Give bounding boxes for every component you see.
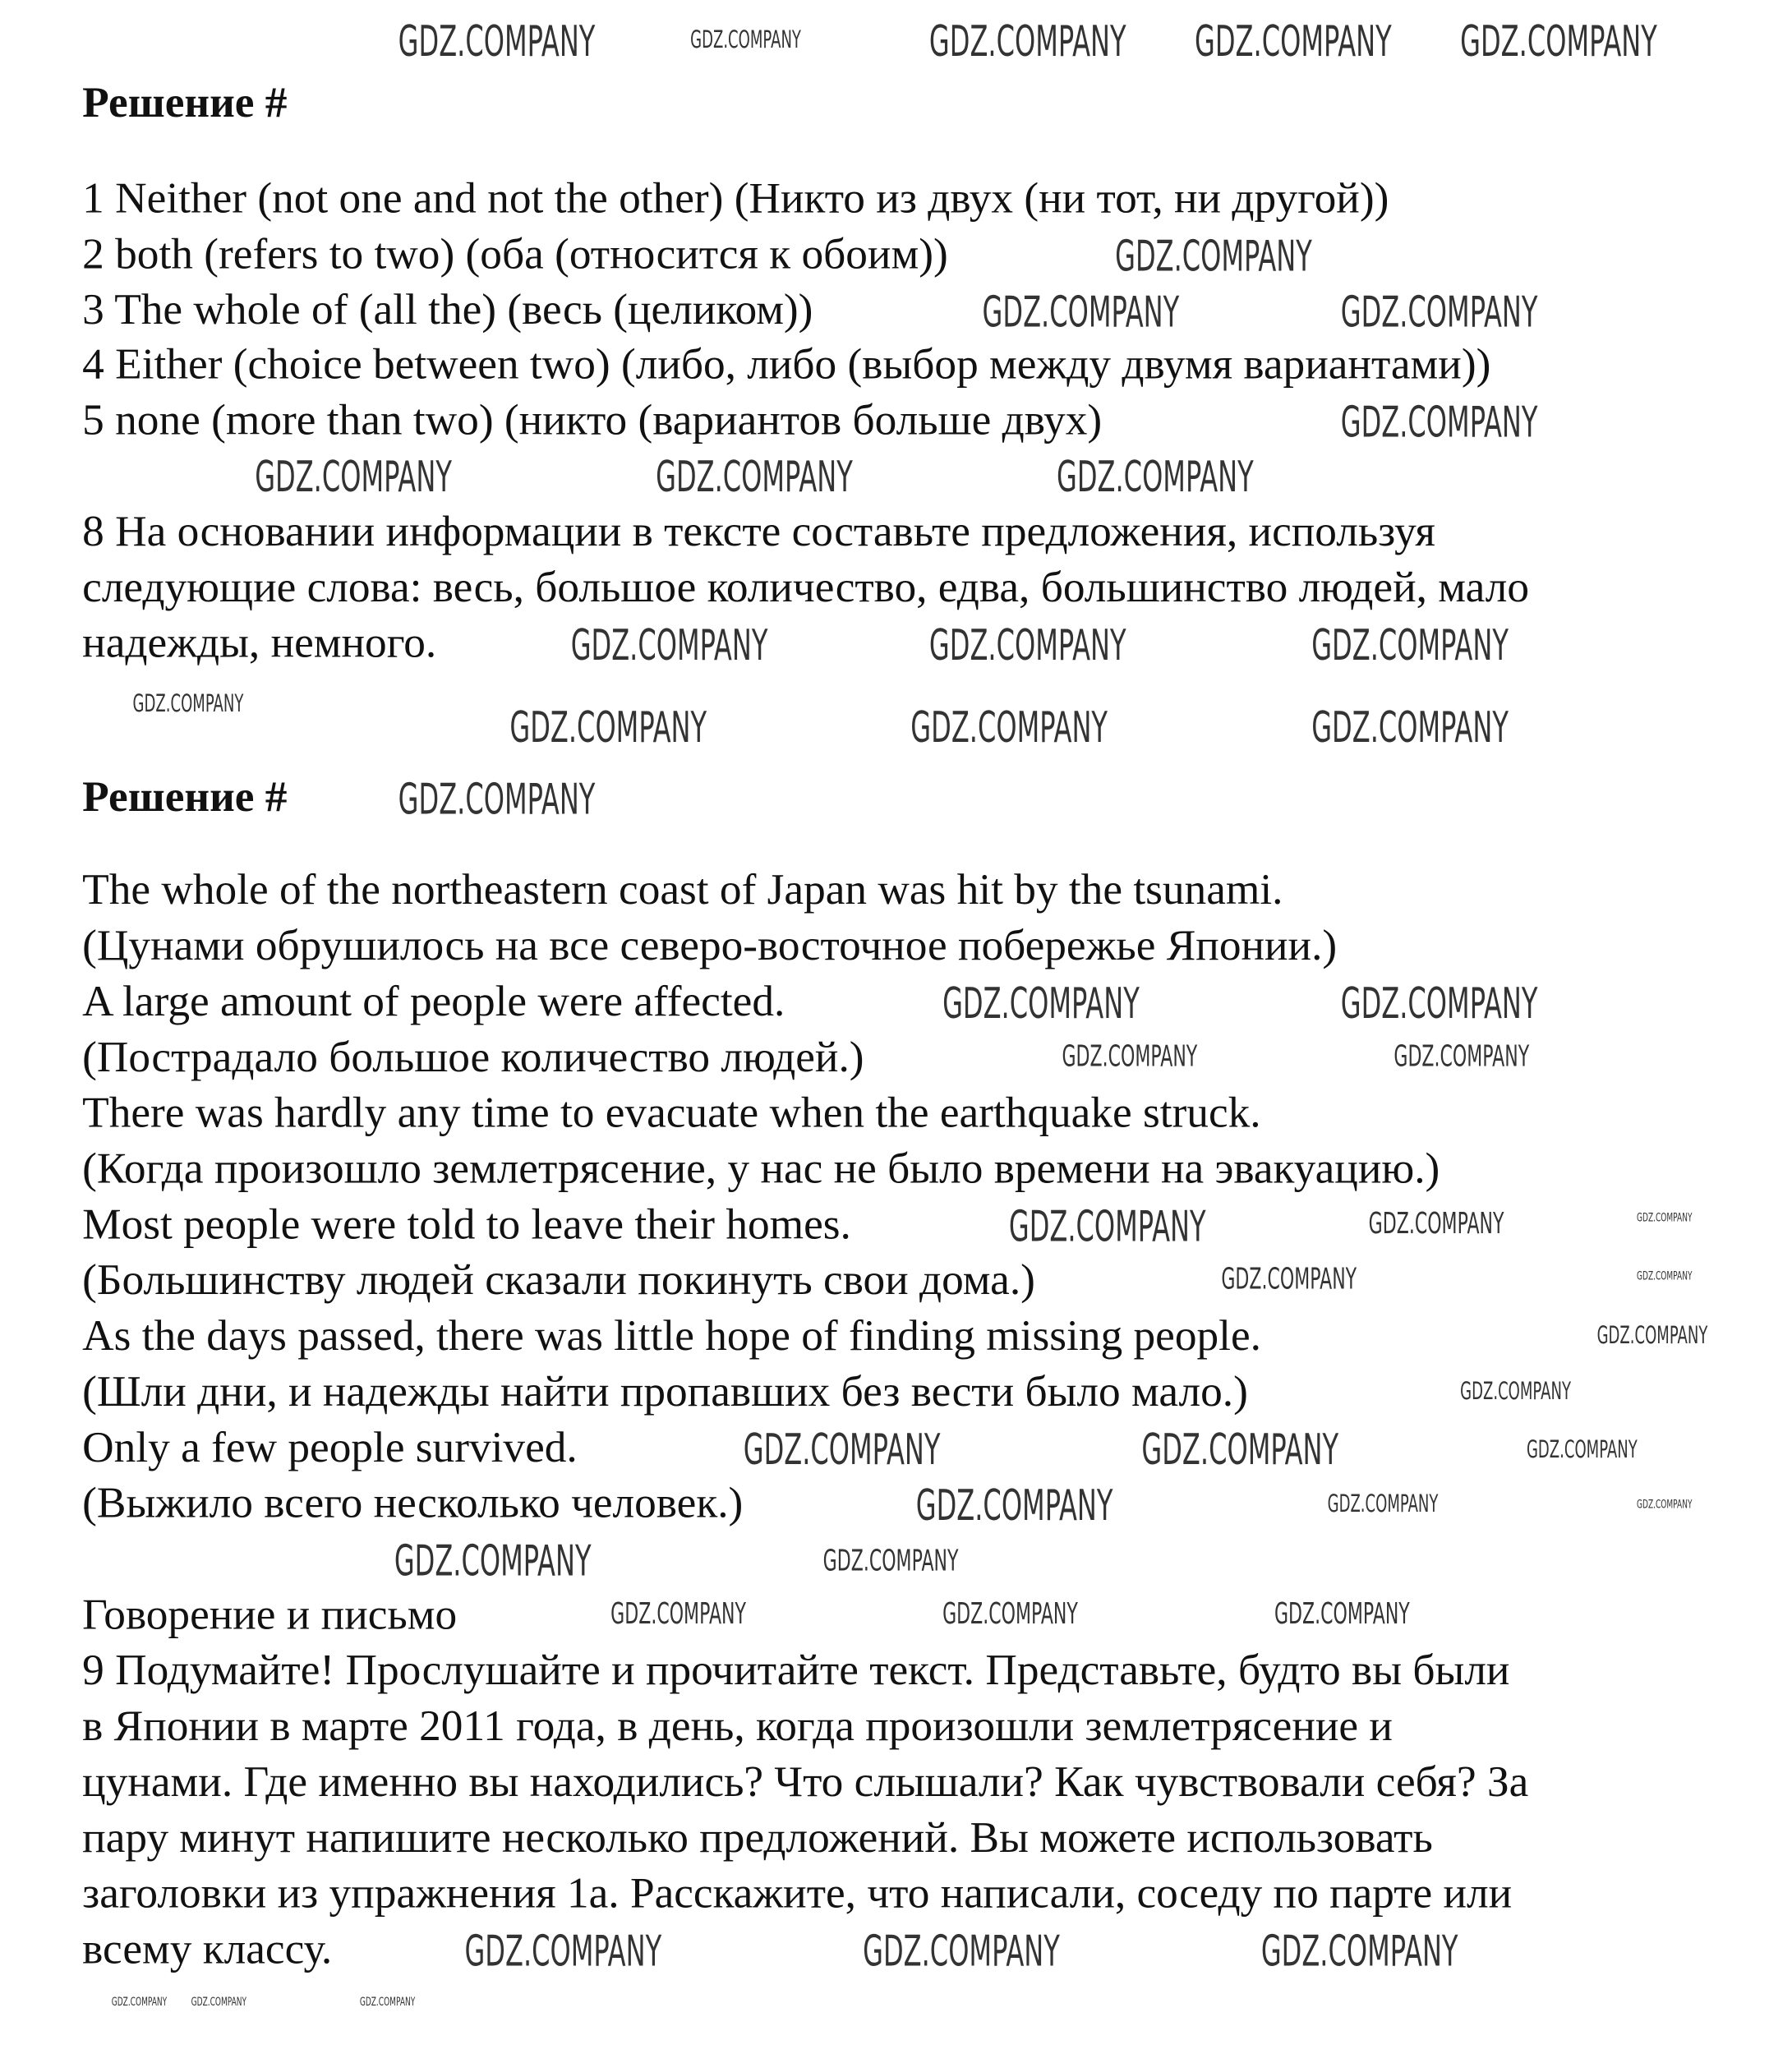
watermark: GDZ.COMPANY (132, 690, 244, 719)
answer-line: (Цунами обрушилось на все северо-восточное побережье Японии.) (82, 922, 1338, 971)
task-9-line: заголовки из упражнения 1а. Расскажите, что написали, соседу по парте или (82, 1870, 1513, 1918)
watermark: GDZ.COMPANY (1526, 1436, 1638, 1465)
answer-line: The whole of the northeastern coast of Japan was hit by the tsunami. (82, 866, 1283, 915)
watermark: GDZ.COMPANY (1460, 16, 1657, 67)
answer-line: 1 Neither (not one and not the other) (Никто из двух (ни тот, ни другой)) (82, 175, 1389, 223)
answer-line: (Выжило всего несколько человек.) (82, 1480, 744, 1528)
watermark: GDZ.COMPANY (928, 619, 1126, 670)
watermark: GDZ.COMPANY (1311, 619, 1509, 670)
watermark: GDZ.COMPANY (982, 286, 1180, 338)
watermark: GDZ.COMPANY (1115, 231, 1312, 282)
watermark: GDZ.COMPANY (863, 1926, 1060, 1977)
watermark: GDZ.COMPANY (1637, 1212, 1693, 1226)
task-9-line: 9 Подумайте! Прослушайте и прочитайте текст. Представьте, будто вы были (82, 1646, 1510, 1696)
watermark: GDZ.COMPANY (610, 1598, 746, 1632)
watermark: GDZ.COMPANY (1637, 1499, 1693, 1513)
answer-line: 4 Either (choice between two) (либо, либо (выбор между двумя вариантами)) (82, 341, 1491, 389)
answer-line: 3 The whole of (all the) (весь (целиком)) (82, 286, 813, 335)
watermark: GDZ.COMPANY (398, 16, 596, 67)
watermark: GDZ.COMPANY (1008, 1201, 1206, 1252)
task-9-line: всему классу. (82, 1926, 333, 1974)
answer-line: (Когда произошло землетрясение, у нас не было времени на эвакуацию.) (82, 1145, 1440, 1194)
watermark: GDZ.COMPANY (1340, 978, 1538, 1029)
watermark: GDZ.COMPANY (1394, 1040, 1530, 1075)
watermark: GDZ.COMPANY (656, 451, 853, 502)
watermark: GDZ.COMPANY (690, 26, 801, 55)
watermark: GDZ.COMPANY (1327, 1490, 1439, 1519)
answer-line: There was hardly any time to evacuate when the earthquake struck. (82, 1089, 1261, 1138)
watermark: GDZ.COMPANY (915, 1480, 1113, 1531)
watermark: GDZ.COMPANY (1141, 1424, 1339, 1475)
watermark: GDZ.COMPANY (743, 1424, 941, 1475)
watermark: GDZ.COMPANY (359, 1996, 416, 2010)
task-9-line: пару минут напишите несколько предложений. Вы можете использовать (82, 1814, 1433, 1863)
section-heading-speaking: Говорение и письмо (82, 1591, 458, 1640)
answer-line: 5 none (more than two) (никто (вариантов больше двух) (82, 397, 1103, 445)
answer-line: Only a few people survived. (82, 1424, 578, 1472)
answer-line: A large amount of people were affected. (82, 978, 785, 1026)
watermark: GDZ.COMPANY (942, 1598, 1078, 1632)
answer-line: (Большинству людей сказали покинуть свои дома.) (82, 1256, 1035, 1305)
watermark: GDZ.COMPANY (1274, 1598, 1410, 1632)
watermark: GDZ.COMPANY (1460, 1377, 1571, 1406)
watermark: GDZ.COMPANY (255, 451, 452, 502)
watermark: GDZ.COMPANY (570, 619, 768, 670)
task-9-line: в Японии в марте 2011 года, в день, когда произошли землетрясение и (82, 1702, 1393, 1751)
watermark: GDZ.COMPANY (1340, 397, 1538, 448)
watermark: GDZ.COMPANY (1221, 1264, 1357, 1297)
watermark: GDZ.COMPANY (191, 1996, 247, 2010)
watermark: GDZ.COMPANY (928, 16, 1126, 67)
watermark: GDZ.COMPANY (1062, 1040, 1198, 1075)
watermark: GDZ.COMPANY (822, 1545, 959, 1578)
watermark: GDZ.COMPANY (1340, 286, 1538, 338)
watermark: GDZ.COMPANY (111, 1996, 168, 2010)
task-8-line: 8 На основании информации в тексте составьте предложения, используя (82, 508, 1435, 556)
watermark: GDZ.COMPANY (1637, 1270, 1693, 1284)
answer-line: Most people were told to leave their homes. (82, 1201, 851, 1250)
watermark: GDZ.COMPANY (1260, 1926, 1458, 1977)
watermark: GDZ.COMPANY (398, 773, 596, 825)
watermark: GDZ.COMPANY (942, 978, 1140, 1029)
task-8-line: надежды, немного. (82, 619, 437, 668)
answer-line: (Пострадало большое количество людей.) (82, 1034, 864, 1082)
answer-line: 2 both (refers to two) (оба (относится к обоим)) (82, 231, 948, 279)
answer-line: (Шли дни, и надежды найти пропавших без вести было мало.) (82, 1368, 1248, 1416)
watermark: GDZ.COMPANY (464, 1926, 662, 1977)
watermark: GDZ.COMPANY (910, 702, 1108, 753)
watermark: GDZ.COMPANY (1195, 16, 1392, 67)
task-8-line: следующие слова: весь, большое количество, едва, большинство людей, мало (82, 564, 1530, 612)
solution-heading-1: Решение # (82, 79, 288, 128)
watermark: GDZ.COMPANY (1368, 1208, 1504, 1241)
watermark: GDZ.COMPANY (509, 702, 707, 753)
task-9-line: цунами. Где именно вы находились? Что слышали? Как чувствовали себя? За (82, 1758, 1529, 1807)
watermark: GDZ.COMPANY (394, 1536, 592, 1586)
solution-heading-2: Решение # (82, 773, 288, 822)
watermark: GDZ.COMPANY (1057, 451, 1254, 502)
watermark: GDZ.COMPANY (1311, 702, 1509, 753)
watermark: GDZ.COMPANY (1596, 1322, 1708, 1351)
answer-line: As the days passed, there was little hope of finding missing people. (82, 1312, 1261, 1361)
